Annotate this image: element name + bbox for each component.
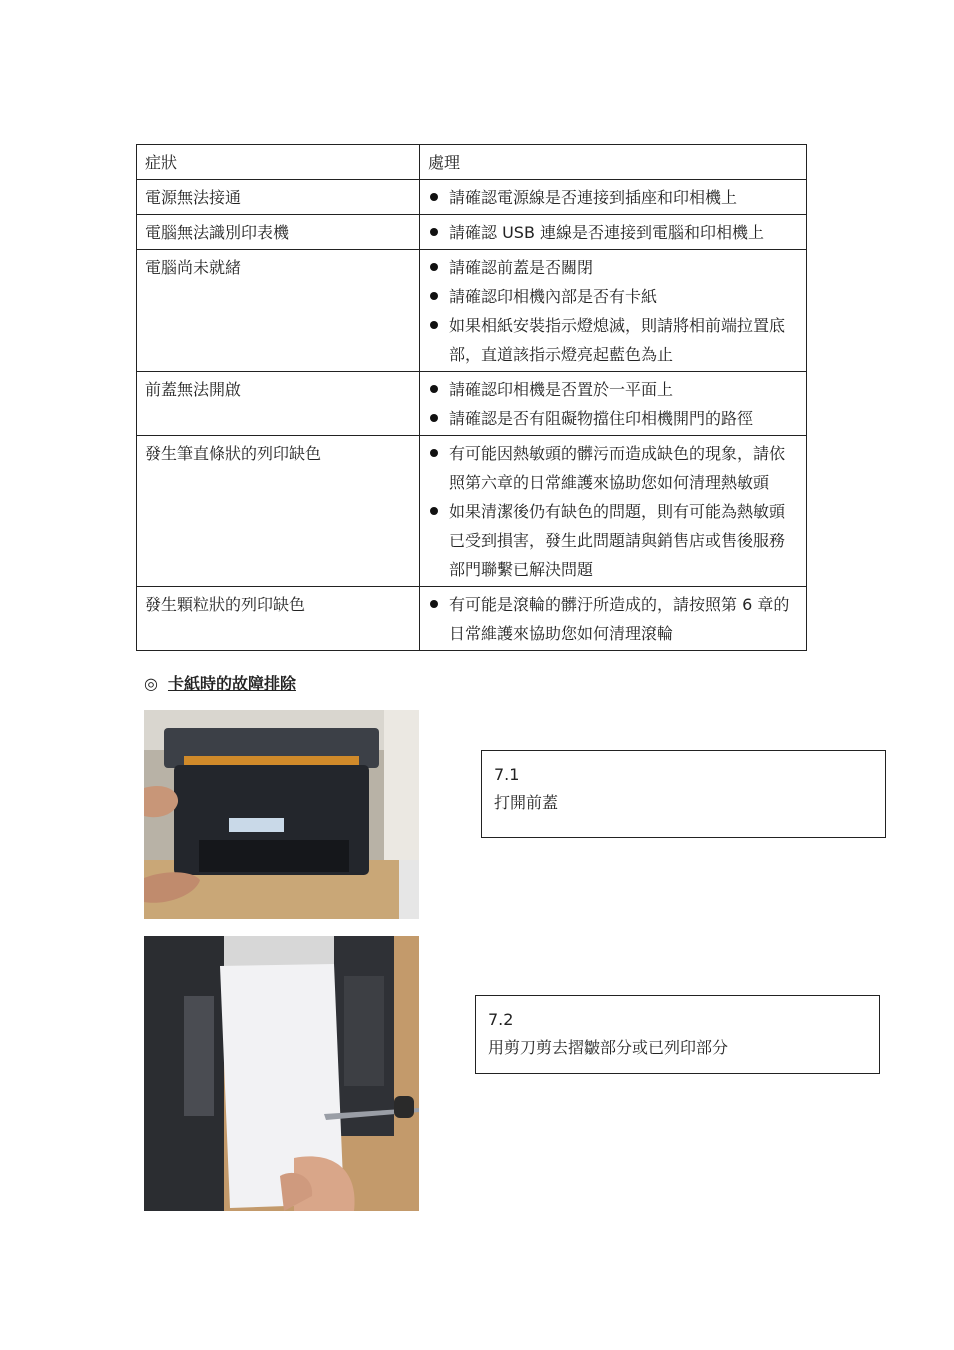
symptom-cell: 發生筆直條狀的列印缺色	[137, 436, 420, 587]
table-row	[137, 215, 807, 250]
bullet-icon	[430, 600, 438, 608]
bullet-icon	[430, 414, 438, 422]
action-item: 請確認印相機是否置於一平面上	[428, 375, 798, 404]
table-row	[137, 587, 807, 651]
action-item: 請確認前蓋是否關閉	[428, 253, 798, 282]
action-cell	[420, 587, 807, 651]
step-7-1-box	[481, 750, 886, 838]
bullet-icon	[430, 263, 438, 271]
symptom-cell: 電源無法接通	[137, 180, 420, 215]
paper-jam-heading	[144, 672, 296, 696]
section-title: 卡紙時的故障排除	[167, 674, 296, 693]
troubleshooting-table	[136, 144, 807, 651]
bullet-icon	[430, 292, 438, 300]
table-row	[137, 180, 807, 215]
table-row	[137, 250, 807, 372]
table-row	[137, 372, 807, 436]
action-cell	[420, 436, 807, 587]
bullet-icon	[430, 449, 438, 457]
action-item: 請確認 USB 連線是否連接到電腦和印相機上	[428, 218, 798, 247]
bullet-icon	[430, 385, 438, 393]
symptom-cell: 電腦尚未就緒	[137, 250, 420, 372]
bullet-icon	[430, 228, 438, 236]
step-number: 7.1	[494, 765, 520, 784]
table-row	[137, 436, 807, 587]
double-circle-icon: ◎	[144, 674, 158, 693]
action-item: 有可能是滾輪的髒汙所造成的，請按照第 6 章的日常維護來協助您如何清理滾輪	[428, 590, 798, 648]
step-number: 7.2	[488, 1010, 514, 1029]
open-cover-photo	[144, 710, 419, 919]
table-header-row	[137, 145, 807, 180]
symptom-cell: 發生顆粒狀的列印缺色	[137, 587, 420, 651]
action-item: 如果相紙安裝指示燈熄滅，則請將相前端拉置底部，直道該指示燈亮起藍色為止	[428, 311, 798, 369]
action-item: 如果清潔後仍有缺色的問題，則有可能為熱敏頭已受到損害，發生此問題請與銷售店或售後服務部門聯繫已解決問題	[428, 497, 798, 584]
action-item: 請確認電源線是否連接到插座和印相機上	[428, 183, 798, 212]
action-cell	[420, 250, 807, 372]
action-item: 請確認印相機內部是否有卡紙	[428, 282, 798, 311]
header-symptom: 症狀	[137, 145, 420, 180]
action-cell	[420, 180, 807, 215]
symptom-cell: 前蓋無法開啟	[137, 372, 420, 436]
action-cell	[420, 215, 807, 250]
bullet-icon	[430, 321, 438, 329]
symptom-cell: 電腦無法識別印表機	[137, 215, 420, 250]
step-7-2-box	[475, 995, 880, 1074]
step-text: 打開前蓋	[494, 793, 559, 812]
bullet-icon	[430, 507, 438, 515]
header-action: 處理	[420, 145, 807, 180]
action-cell	[420, 372, 807, 436]
action-item: 請確認是否有阻礙物擋住印相機開門的路徑	[428, 404, 798, 433]
bullet-icon	[430, 193, 438, 201]
cut-paper-photo	[144, 936, 419, 1211]
step-text: 用剪刀剪去摺皺部分或已列印部分	[488, 1038, 729, 1057]
action-item: 有可能因熱敏頭的髒污而造成缺色的現象，請依照第六章的日常維護來協助您如何清理熱敏頭	[428, 439, 798, 497]
